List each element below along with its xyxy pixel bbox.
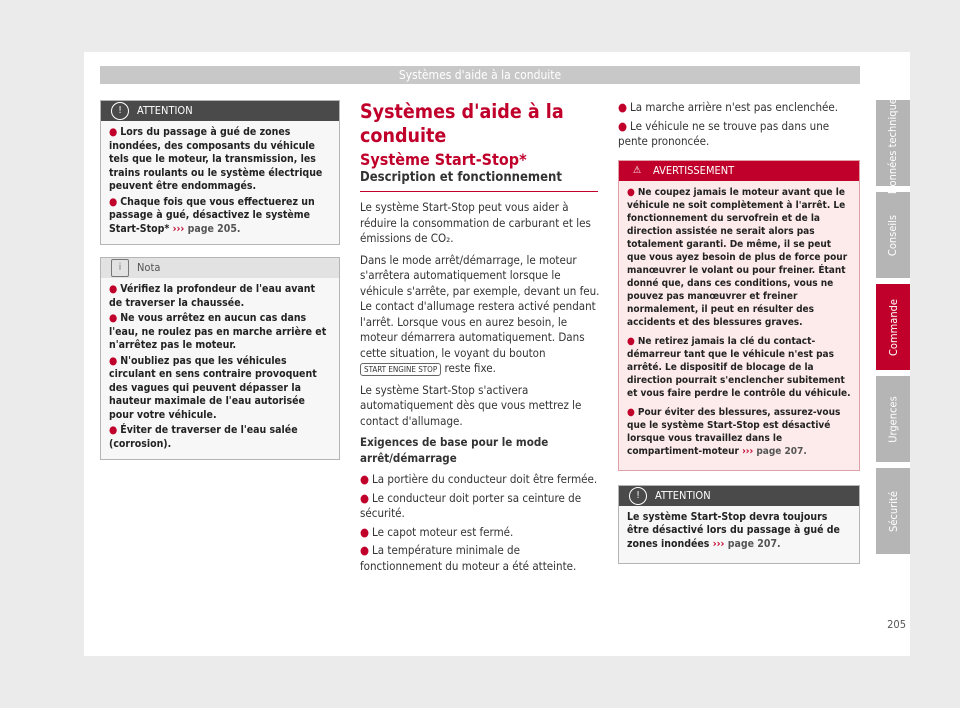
bullet-icon: ● — [109, 354, 118, 367]
section-subtitle: Système Start-Stop* — [360, 150, 527, 169]
bullet-icon: ● — [360, 543, 370, 557]
warning-box — [618, 160, 860, 471]
tab-commande[interactable] — [876, 284, 910, 370]
paragraph — [360, 253, 600, 377]
bullet-icon: ● — [627, 335, 635, 347]
list-item — [109, 424, 331, 451]
list-item — [109, 283, 331, 310]
bullet-icon: ● — [618, 118, 628, 133]
list-item — [360, 543, 600, 574]
warning-header — [619, 161, 859, 181]
tab-label: Sécurité — [886, 490, 900, 532]
page-link-prefix[interactable]: ››› — [172, 222, 185, 235]
nota-label: Nota — [137, 261, 161, 275]
tab-donnees-techniques[interactable] — [876, 92, 910, 194]
attention-item-text: Le système Start-Stop devra toujours être désactivé lors du passage à gué de zones inondées — [627, 510, 840, 550]
requirement-text: La marche arrière n'est pas enclenchée. — [630, 100, 839, 114]
attention-body — [101, 121, 339, 244]
bullet-icon: ● — [109, 283, 118, 295]
bullet-icon: ● — [360, 490, 370, 505]
requirement-text: Le conducteur doit porter sa ceinture de sécurité. — [360, 490, 582, 520]
paragraph-text: reste fixe. — [441, 361, 496, 375]
list-item — [360, 472, 600, 488]
info-circle-icon: ! — [629, 487, 647, 505]
bullet-icon: ● — [360, 524, 370, 539]
paragraph: Le système Start-Stop s'activera automatiquement dès que vous mettrez le contact d'allumage. — [360, 382, 582, 428]
page-number: 205 — [887, 618, 906, 631]
tab-label: Données techniques — [886, 92, 900, 194]
page-link[interactable]: page 207. — [727, 537, 781, 550]
bullet-icon: ● — [109, 424, 118, 436]
nota-item-text: N'oubliez pas que les véhicules circulant en sens contraire provoquent des vagues qui peuvent dépasser la hauteur maximale de l'eau autorisée pour votre véhicule. — [109, 354, 317, 421]
info-icon: i — [111, 259, 129, 277]
warning-item-text: Ne retirez jamais la clé du contact-démarreur tant que le véhicule n'est pas arrêté. Le dispositif de blocage de la direction pourrait s'enclencher subitement et vous faire perdre le contrôle du véhicule. — [627, 335, 851, 399]
page-link-prefix[interactable]: ››› — [712, 537, 725, 550]
requirement-text: Le véhicule ne se trouve pas dans une pente prononcée. — [618, 118, 830, 148]
warning-label: AVERTISSEMENT — [653, 163, 735, 177]
requirement-text: Le capot moteur est fermé. — [372, 524, 514, 539]
warning-item-text: Pour éviter des blessures, assurez-vous que le système Start-Stop est désactivé lorsque vous travaillez dans le compartiment-moteur — [627, 406, 841, 457]
paragraph-text: Dans le mode arrêt/démarrage, le moteur s'arrêtera automatiquement lorsque le véhicule s'arrête, par exemple, devant un feu. Le contact d'allumage restera activé pendant l'arrêt. Lorsque vous en aurez besoin, le moteur démarrera automatiquement. Dans cette situation, le voyant du bouton — [360, 252, 600, 360]
bullet-icon: ● — [360, 472, 370, 486]
requirements-heading: Exigences de base pour le mode arrêt/démarrage — [360, 435, 549, 465]
attention-label: ATTENTION — [137, 104, 193, 118]
warning-item-text: Ne coupez jamais le moteur avant que le véhicule ne soit complètement à l'arrêt. Le fonctionnement du servofrein et de la direction assistée ne serait alors pas totalement garanti. De même, il se peut que vous ayez besoin de plus de force pour manœuvrer le volant ou pour freiner. Étant donné que, dans ces conditions, vous ne pouvez pas manœuvrer et freiner normalement, il peut en résulter des accidents et des blessures graves. — [627, 186, 848, 328]
attention-header — [619, 486, 859, 506]
requirement-text: La température minimale de fonctionnement du moteur a été atteinte. — [360, 543, 577, 573]
list-item — [109, 196, 331, 237]
page-link-prefix[interactable]: ››› — [742, 445, 754, 457]
list-item — [627, 186, 851, 329]
section-heading: Description et fonctionnement — [360, 169, 562, 185]
nota-item-text: Éviter de traverser de l'eau salée (corrosion). — [109, 424, 298, 450]
page-header: Systèmes d'aide à la conduite — [100, 66, 860, 84]
tab-label: Urgences — [886, 395, 900, 443]
nota-item-text: Ne vous arrêtez en aucun cas dans l'eau, ne roulez pas en marche arrière et n'arrêtez pas le moteur. — [109, 312, 327, 351]
page-link[interactable]: page 207. — [756, 445, 807, 457]
list-item — [618, 100, 860, 116]
requirement-text: La portière du conducteur doit être fermée. — [372, 472, 598, 486]
attention-item-text: Lors du passage à gué de zones inondées, des composants du véhicule tels que le moteur, la transmission, les trains roulants ou le système électrique peuvent être endommagés. — [109, 126, 323, 192]
attention-box — [100, 100, 340, 245]
bullet-icon: ● — [109, 195, 118, 208]
start-stop-button-icon: START ENGINE STOP — [360, 363, 441, 376]
attention-box-2 — [618, 485, 860, 565]
right-column — [618, 100, 860, 564]
middle-column — [360, 100, 600, 577]
page-link[interactable]: page 205. — [187, 222, 241, 235]
attention-header — [101, 101, 339, 121]
list-item — [627, 406, 851, 458]
list-item — [618, 119, 860, 150]
tab-label: Conseils — [886, 214, 900, 256]
bullet-icon: ● — [109, 312, 118, 324]
list-item — [627, 335, 851, 400]
bullet-icon: ● — [627, 186, 635, 198]
section-divider — [360, 191, 598, 192]
nota-item-text: Vérifiez la profondeur de l'eau avant de traverser la chaussée. — [109, 283, 315, 309]
attention-item-text: Chaque fois que vous effectuerez un passage à gué, désactivez le système Start-Stop* — [109, 195, 315, 235]
list-item — [360, 525, 600, 541]
warning-triangle-icon: ⚠ — [632, 164, 642, 176]
nota-body — [101, 278, 339, 459]
warning-body — [619, 181, 859, 470]
tab-conseils[interactable] — [876, 192, 910, 278]
side-tabs — [876, 92, 910, 560]
paragraph: Le système Start-Stop peut vous aider à réduire la consommation de carburant et les émissions de CO₂. — [360, 200, 591, 245]
bullet-icon: ● — [109, 126, 118, 138]
attention-text — [627, 511, 851, 552]
bullet-icon: ● — [627, 406, 635, 418]
page-title: Systèmes d'aide à la conduite — [360, 100, 564, 147]
nota-header — [101, 258, 339, 278]
list-item — [360, 491, 600, 522]
attention-label: ATTENTION — [655, 488, 711, 502]
list-item — [109, 355, 331, 423]
info-circle-icon: ! — [111, 102, 129, 120]
list-item — [109, 312, 331, 353]
tab-securite[interactable] — [876, 468, 910, 554]
tab-urgences[interactable] — [876, 376, 910, 462]
bullet-icon: ● — [618, 100, 628, 114]
tab-label: Commande — [886, 298, 900, 356]
nota-box — [100, 257, 340, 460]
left-column — [100, 100, 340, 460]
list-item — [109, 126, 331, 194]
attention-body — [619, 506, 859, 564]
